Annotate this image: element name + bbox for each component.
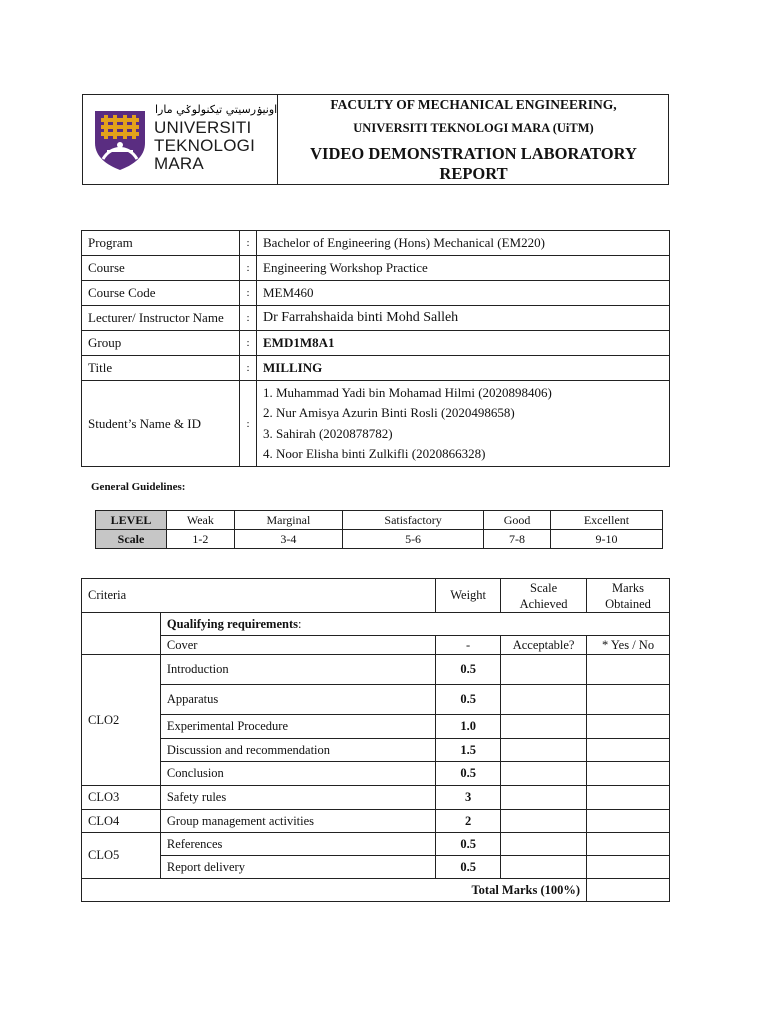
- criteria-row: [82, 762, 670, 786]
- logo-line-universiti: UNIVERSITI: [154, 118, 252, 137]
- info-row-program: [82, 231, 670, 256]
- cover-label: Cover: [160, 636, 435, 655]
- criteria-row: [82, 685, 670, 715]
- info-value-title: MILLING: [257, 356, 670, 381]
- scale-achieved-cell[interactable]: [501, 810, 587, 833]
- scale-level-row: [96, 511, 663, 530]
- criteria-weight: 3: [436, 786, 501, 810]
- scale-achieved-cell[interactable]: [501, 833, 587, 856]
- criteria-weight: 2: [436, 810, 501, 833]
- info-row-students: [82, 381, 670, 467]
- info-colon: :: [240, 331, 257, 356]
- marks-obtained-cell[interactable]: [587, 685, 670, 715]
- marks-obtained-header: Marks Obtained: [587, 579, 670, 613]
- criteria-weight: 0.5: [436, 762, 501, 786]
- marks-obtained-cell[interactable]: [587, 810, 670, 833]
- qualifying-requirements: [160, 613, 669, 636]
- student-item: 1. Muhammad Yadi bin Mohamad Hilmi (2020898406): [263, 384, 552, 400]
- level-cell: Marginal: [234, 511, 342, 530]
- clo4-label: CLO4: [82, 810, 161, 833]
- criteria-weight: 0.5: [436, 856, 501, 879]
- logo-line-mara: MARA: [154, 154, 204, 173]
- marks-obtained-cell[interactable]: [587, 833, 670, 856]
- marks-obtained-cell[interactable]: [587, 856, 670, 879]
- uitm-crest-icon: [93, 109, 147, 171]
- cover-weight: -: [436, 636, 501, 655]
- criteria-row: [82, 715, 670, 739]
- marks-obtained-cell[interactable]: [587, 739, 670, 762]
- qualifying-row: [82, 613, 670, 636]
- qualifying-label: Qualifying requirements: [166, 616, 298, 631]
- scale-achieved-cell[interactable]: [501, 739, 587, 762]
- report-title: VIDEO DEMONSTRATION LABORATORY REPORT: [310, 144, 637, 183]
- range-cell: 9-10: [550, 530, 662, 549]
- level-header: LEVEL: [96, 511, 167, 530]
- total-marks-label: Total Marks (100%): [82, 879, 587, 902]
- logo-line-teknologi: TEKNOLOGI: [154, 136, 255, 155]
- info-value-course: Engineering Workshop Practice: [257, 256, 670, 281]
- general-guidelines-heading: General Guidelines:: [91, 481, 186, 493]
- student-item: 3. Sahirah (2020878782): [263, 425, 393, 441]
- scale-achieved-cell[interactable]: [501, 655, 587, 685]
- report-header: [82, 94, 669, 185]
- range-cell: 5-6: [343, 530, 484, 549]
- student-item: 4. Noor Elisha binti Zulkifli (2020866328): [263, 446, 486, 461]
- info-label: Course Code: [82, 281, 240, 306]
- level-cell: Weak: [167, 511, 235, 530]
- info-colon: :: [240, 306, 257, 331]
- info-value-lecturer: Dr Farrahshaida binti Mohd Salleh: [257, 306, 670, 331]
- info-value-group: EMD1M8A1: [257, 331, 670, 356]
- university-logo: [83, 95, 278, 184]
- criteria-item: Introduction: [160, 655, 435, 685]
- arabic-university-name: اونيۏرسيتي تيكنولوݢي مارا: [155, 103, 278, 116]
- clo5-label: CLO5: [82, 833, 161, 879]
- criteria-item: Conclusion: [160, 762, 435, 786]
- info-label: Program: [82, 231, 240, 256]
- criteria-row: [82, 655, 670, 685]
- info-value-course-code: MEM460: [257, 281, 670, 306]
- criteria-weight: 0.5: [436, 685, 501, 715]
- cover-yes-no: * Yes / No: [587, 636, 670, 655]
- criteria-row: [82, 833, 670, 856]
- info-label: Student’s Name & ID: [82, 381, 240, 467]
- level-cell: Satisfactory: [343, 511, 484, 530]
- criteria-weight: 1.0: [436, 715, 501, 739]
- faculty-name: FACULTY OF MECHANICAL ENGINEERING,: [330, 97, 617, 112]
- criteria-row: [82, 739, 670, 762]
- criteria-row: [82, 810, 670, 833]
- weight-header: Weight: [436, 579, 501, 613]
- criteria-item: Experimental Procedure: [160, 715, 435, 739]
- criteria-weight: 1.5: [436, 739, 501, 762]
- qualifying-blank-cell: [82, 613, 161, 655]
- criteria-row: [82, 856, 670, 879]
- marks-obtained-cell[interactable]: [587, 762, 670, 786]
- marks-obtained-cell[interactable]: [587, 715, 670, 739]
- scale-achieved-cell[interactable]: [501, 856, 587, 879]
- marks-obtained-cell[interactable]: [587, 786, 670, 810]
- cover-row: [82, 636, 670, 655]
- scale-achieved-cell[interactable]: [501, 786, 587, 810]
- student-list: [257, 381, 670, 467]
- scale-achieved-cell[interactable]: [501, 715, 587, 739]
- marks-obtained-cell[interactable]: [587, 655, 670, 685]
- criteria-weight: 0.5: [436, 655, 501, 685]
- course-info-table: [81, 230, 670, 467]
- student-item: 2. Nur Amisya Azurin Binti Rosli (2020498658): [263, 405, 515, 420]
- info-value-program: Bachelor of Engineering (Hons) Mechanical (EM220): [257, 231, 670, 256]
- info-row-group: [82, 331, 670, 356]
- scale-achieved-header: Scale Achieved: [501, 579, 587, 613]
- criteria-item: References: [160, 833, 435, 856]
- clo3-label: CLO3: [82, 786, 161, 810]
- university-name: UNIVERSITI TEKNOLOGI MARA (UiTM): [353, 121, 594, 135]
- header-title-cell: [279, 95, 668, 184]
- grading-scale-table: [95, 510, 663, 549]
- range-cell: 7-8: [484, 530, 551, 549]
- criteria-row: [82, 786, 670, 810]
- info-colon: :: [240, 356, 257, 381]
- criteria-header: Criteria: [82, 579, 436, 613]
- criteria-item: Safety rules: [160, 786, 435, 810]
- info-row-course: [82, 256, 670, 281]
- clo2-label: CLO2: [82, 655, 161, 786]
- info-row-lecturer: [82, 306, 670, 331]
- cover-acceptable: Acceptable?: [501, 636, 587, 655]
- info-row-course-code: [82, 281, 670, 306]
- info-colon: :: [240, 381, 257, 467]
- criteria-header-row: [82, 579, 670, 613]
- scale-range-row: [96, 530, 663, 549]
- scale-achieved-cell[interactable]: [501, 762, 587, 786]
- total-row: [82, 879, 670, 902]
- range-cell: 3-4: [234, 530, 342, 549]
- qualifying-colon: :: [298, 616, 302, 631]
- criteria-item: Discussion and recommendation: [160, 739, 435, 762]
- range-cell: 1-2: [167, 530, 235, 549]
- criteria-weight: 0.5: [436, 833, 501, 856]
- criteria-table: [81, 578, 670, 902]
- criteria-item: Group management activities: [160, 810, 435, 833]
- criteria-item: Apparatus: [160, 685, 435, 715]
- info-colon: :: [240, 256, 257, 281]
- level-cell: Excellent: [550, 511, 662, 530]
- criteria-item: Report delivery: [160, 856, 435, 879]
- info-colon: :: [240, 231, 257, 256]
- info-label: Course: [82, 256, 240, 281]
- level-cell: Good: [484, 511, 551, 530]
- info-label: Group: [82, 331, 240, 356]
- info-label: Title: [82, 356, 240, 381]
- info-label: Lecturer/ Instructor Name: [82, 306, 240, 331]
- total-marks-cell[interactable]: [587, 879, 670, 902]
- scale-achieved-cell[interactable]: [501, 685, 587, 715]
- info-colon: :: [240, 281, 257, 306]
- info-row-title: [82, 356, 670, 381]
- scale-header: Scale: [96, 530, 167, 549]
